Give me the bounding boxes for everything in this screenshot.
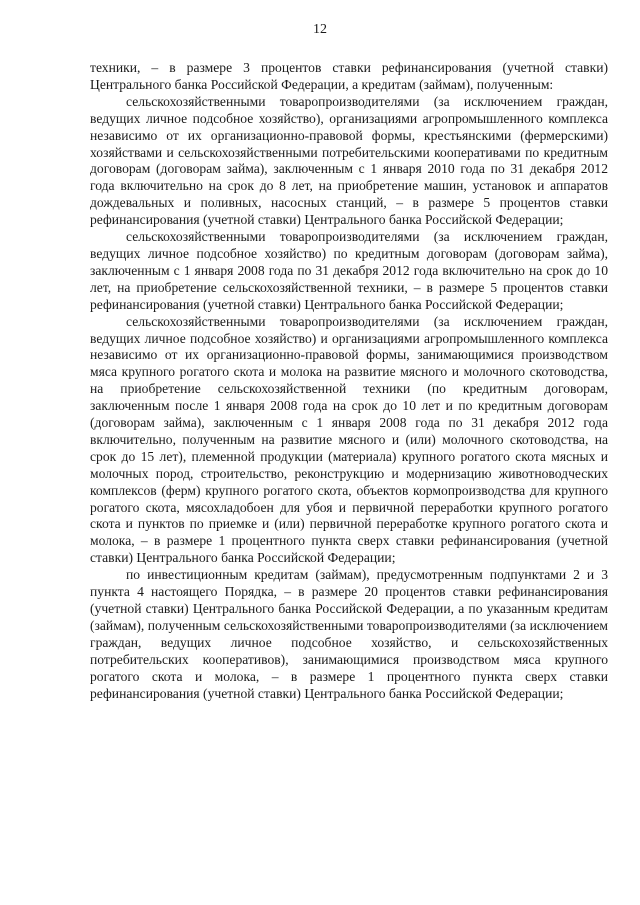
- paragraph: сельскохозяйственными товаропроизводителями (за исключением граждан, ведущих личное подсобное хозяйство), организациями агропромышленного комплекса независимо от их организационно-правовой формы, крестьянскими (фермерскими) хозяйствами и сельскохозяйственными потребительскими кооперативами по кредитным договорам (договорам займа), заключенным с 1 января 2010 года по 31 декабря 2012 года включительно на срок до 8 лет, на приобретение машин, установок и аппаратов дождевальных и поливных, насосных станций, – в размере 5 процентов ставки рефинансирования (учетной ставки) Центрального банка Российской Федерации;: [90, 93, 608, 228]
- document-body: [90, 60, 608, 702]
- page-number: 12: [313, 22, 327, 37]
- paragraph: сельскохозяйственными товаропроизводителями (за исключением граждан, ведущих личное подсобное хозяйство) по кредитным договорам (договорам займа), заключенным с 1 января 2008 года по 31 декабря 2012 года включительно на срок до 10 лет, на приобретение сельскохозяйственной техники, – в размере 5 процентов ставки рефинансирования (учетной ставки) Центрального банка Российской Федерации;: [90, 229, 608, 312]
- paragraph: сельскохозяйственными товаропроизводителями (за исключением граждан, ведущих личное подсобное хозяйство) и организациями агропромышленного комплекса независимо от их организационно-правовой формы, занимающимися производством мяса крупного рогатого скота и молока на развитие мясного и молочного скотоводства, на приобретение сельскохозяйственной техники (по кредитным договорам, заключенным после 1 января 2008 года на срок до 10 лет и по кредитным договорам (договорам займа), заключенным с 1 января 2008 года по 31 декабря 2012 года включительно, полученным на развитие мясного и (или) молочного скотоводства, на срок до 15 лет), племенной продукции (материала) крупного рогатого скота мясных и молочных пород, строительство, реконструкцию и модернизацию животноводческих комплексов (ферм) крупного рогатого скота, объектов кормопроизводства для крупного рогатого скота, мясохладобоен для убоя и первичной переработки крупного рогатого скота и пунктов по приемке и (или) первичной переработке крупного рогатого скота и молока, – в размере 1 процентного пункта сверх ставки рефинансирования (учетной ставки) Центрального банка Российской Федерации;: [90, 313, 608, 566]
- paragraph: техники, – в размере 3 процентов ставки рефинансирования (учетной ставки) Центрального банка Российской Федерации, а кредитам (займам), полученным:: [90, 60, 608, 92]
- paragraph: по инвестиционным кредитам (займам), предусмотренным подпунктами 2 и 3 пункта 4 настоящего Порядка, – в размере 20 процентов ставки рефинансирования (учетной ставки) Центрального банка Российской Федерации, а по указанным кредитам (займам), полученным сельскохозяйственными товаропроизводителями (за исключением граждан, ведущих личное подсобное хозяйство, и сельскохозяйственных потребительских кооперативов), занимающимися производством мяса крупного рогатого скота и молока, – в размере 1 процентного пункта сверх ставки рефинансирования (учетной ставки) Центрального банка Российской Федерации;: [90, 567, 608, 701]
